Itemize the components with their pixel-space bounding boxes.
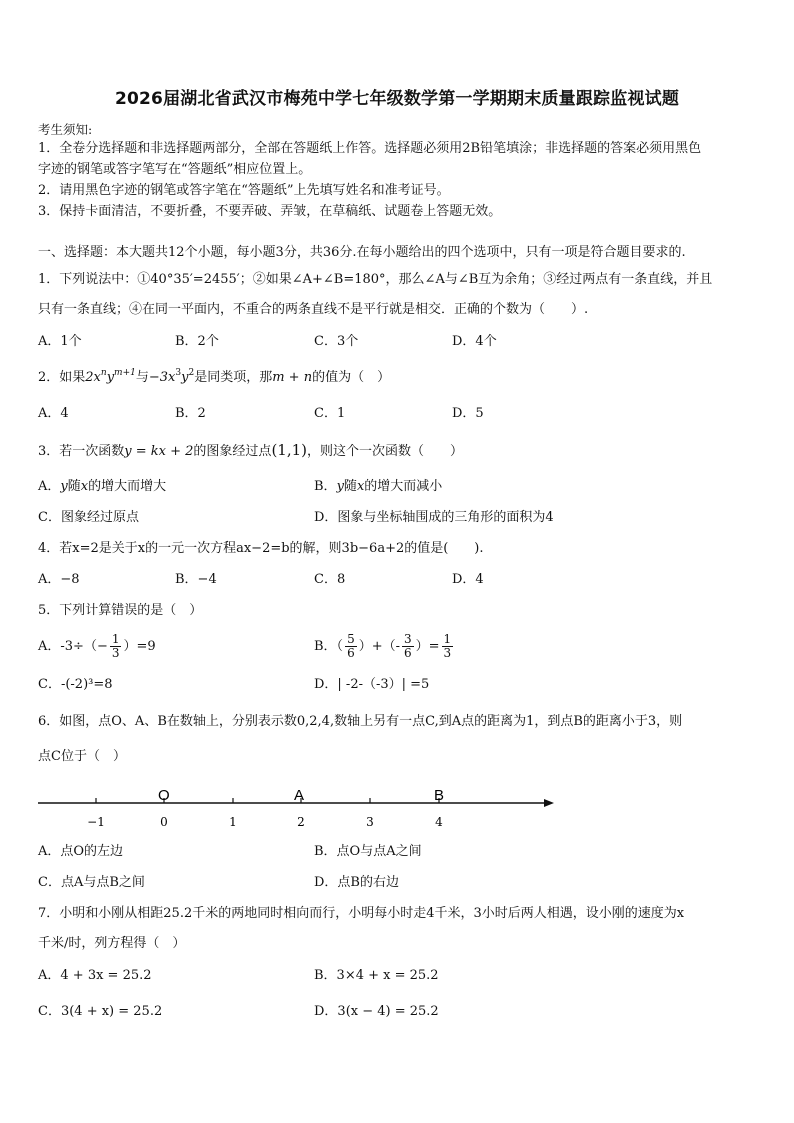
- question-6-line-2: 点C位于（ ）: [38, 749, 126, 764]
- tick-label: 4: [435, 815, 443, 829]
- q3-option-a-mid: 随: [67, 479, 81, 494]
- q3-mid: 的图象经过点: [193, 444, 272, 459]
- q5-option-a: [38, 630, 156, 664]
- number-line-figure: [36, 782, 556, 834]
- q5-option-a-fraction: [110, 633, 122, 660]
- q2-option-d: D．5: [452, 406, 484, 421]
- q2-term2-y-exp: 2: [188, 368, 195, 378]
- q1-option-a: A．1个: [38, 334, 82, 349]
- question-5: 5．下列计算错误的是（ ）: [38, 603, 203, 618]
- q5-option-b-den-3: 3: [443, 646, 452, 660]
- q6-option-c: C．点A与点B之间: [38, 875, 145, 890]
- tick-label: 2: [297, 815, 305, 829]
- q3-option-b: [314, 478, 442, 496]
- q2-option-c: C．1: [314, 406, 346, 421]
- q5-option-d: D．| -2-（-3）| =5: [314, 677, 430, 692]
- q1-option-d: D．4个: [452, 334, 497, 349]
- q2-option-a: A．4: [38, 406, 69, 421]
- q7-option-a: A．4 + 3x = 25.2: [38, 968, 152, 983]
- q5-option-b-num-1: 5: [347, 632, 355, 646]
- q5-option-b-mid: ）+（-: [358, 639, 400, 654]
- q2-term1: 2x: [85, 370, 101, 385]
- q4-option-d: D．4: [452, 572, 484, 587]
- q2-suffix1: 是同类项，那: [194, 370, 273, 385]
- q2-suffix2: 的值为（ ）: [312, 370, 391, 385]
- question-4: 4．若x=2是关于x的一元一次方程ax−2=b的解，则3b−6a+2的值是( ).: [38, 541, 484, 556]
- q3-option-a-x: x: [80, 479, 89, 494]
- notice-item-2: 2．请用黑色字迹的钢笔或答字笔在“答题纸”上先填写姓名和准考证号。: [38, 183, 450, 198]
- q5-option-b: [314, 630, 455, 664]
- point-a-label: A: [294, 787, 305, 804]
- number-line-arrow: [544, 799, 554, 807]
- question-1-line-1: 1．下列说法中：①40°35′=2455′；②如果∠A+∠B=180°，那么∠A与∠B互为余角；③经过两点有一条直线，并且: [38, 272, 713, 287]
- q6-option-a: A．点O的左边: [38, 844, 124, 859]
- q4-option-a: A．−8: [38, 572, 80, 587]
- q3-option-a-label: A．: [38, 479, 61, 494]
- q3-option-d: D．图象与坐标轴围成的三角形的面积为4: [314, 510, 554, 525]
- q5-option-b-mid-2: ）=: [415, 639, 440, 654]
- q2-mid: 与: [135, 370, 149, 385]
- q7-option-c: C．3(4 + x) = 25.2: [38, 1004, 163, 1019]
- q2-term1-y: y: [106, 370, 115, 385]
- q5-option-b-pre: B．（: [314, 639, 344, 654]
- notice-item-1: 1．全卷分选择题和非选择题两部分，全部在答题纸上作答。选择题必须用2B铅笔填涂；非选择题的答案必须用黑色: [38, 141, 702, 156]
- notice-heading: 考生须知:: [38, 122, 93, 137]
- q2-term1-exp: n: [100, 368, 107, 378]
- tick-label: 3: [366, 815, 374, 829]
- q5-option-b-fraction-2: [402, 633, 414, 660]
- q2-prefix: 2．如果: [38, 370, 86, 385]
- tick-label: 0: [160, 815, 168, 829]
- question-2: [38, 369, 390, 387]
- q2-term2-exp: 3: [175, 368, 182, 378]
- q5-option-b-num-3: 1: [443, 632, 452, 646]
- tick-label: 1: [229, 815, 237, 829]
- question-3: [38, 441, 463, 461]
- point-o-label: O: [158, 787, 170, 804]
- question-1-line-2: 只有一条直线；④在同一平面内，不重合的两条直线不是平行就是相交．正确的个数为（ ）.: [38, 302, 589, 317]
- q3-expr: y = kx + 2: [124, 444, 194, 459]
- q5-option-c: C．-(-2)³=8: [38, 677, 113, 692]
- tick-label: −1: [87, 815, 105, 829]
- q3-option-b-y: y: [336, 479, 344, 494]
- q6-option-b: B．点O与点A之间: [314, 844, 422, 859]
- q3-option-a-y: y: [60, 479, 68, 494]
- page-title: 2026届湖北省武汉市梅苑中学七年级数学第一学期期末质量跟踪监视试题: [114, 89, 680, 109]
- q5-option-b-num-2: 3: [404, 632, 412, 646]
- q5-option-b-fraction-3: [442, 633, 454, 660]
- q1-option-c: C．3个: [314, 334, 359, 349]
- q5-option-b-den-1: 6: [347, 646, 355, 660]
- point-b-label: B: [434, 787, 445, 804]
- q3-option-b-mid: 随: [343, 479, 357, 494]
- q7-option-b: B．3×4 + x = 25.2: [314, 968, 439, 983]
- q3-option-a-post: 的增大而增大: [88, 479, 167, 494]
- question-6-line-1: 6．如图，点O、A、B在数轴上，分别表示数0,2,4,数轴上另有一点C,到A点的距离为1，到点B的距离小于3，则: [38, 714, 683, 729]
- q3-option-b-x: x: [356, 479, 365, 494]
- q3-option-a: [38, 478, 166, 496]
- q2-term2: −3x: [148, 370, 176, 385]
- q1-option-b: B．2个: [175, 334, 219, 349]
- q5-option-b-fraction-1: [345, 633, 357, 660]
- q2-expr: m + n: [272, 370, 313, 385]
- q3-prefix: 3．若一次函数: [38, 444, 125, 459]
- q2-term1-y-exp: m+1: [114, 368, 136, 378]
- q4-option-c: C．8: [314, 572, 346, 587]
- q5-option-a-pre: A．-3÷（−: [38, 639, 108, 654]
- q2-option-b: B．2: [175, 406, 206, 421]
- q4-option-b: B．−4: [175, 572, 217, 587]
- notice-item-1-cont: 字迹的钢笔或答字笔写在“答题纸”相应位置上。: [38, 162, 312, 177]
- q3-option-b-post: 的增大而减小: [364, 479, 443, 494]
- notice-item-3: 3．保持卡面清洁，不要折叠，不要弄破、弄皱，在草稿纸、试题卷上答题无效。: [38, 204, 502, 219]
- q3-option-b-label: B．: [314, 479, 337, 494]
- q5-option-a-post: ）=9: [123, 639, 156, 654]
- q5-option-b-den-2: 6: [404, 646, 412, 660]
- q3-option-c: C．图象经过原点: [38, 510, 139, 525]
- q5-option-a-num: 1: [111, 632, 120, 646]
- q6-option-d: D．点B的右边: [314, 875, 399, 890]
- q3-point: (1,1): [271, 441, 307, 459]
- question-7-line-1: 7．小明和小刚从相距25.2千米的两地同时相向而行，小明每小时走4千米，3小时后两人相遇，设小刚的速度为x: [38, 906, 685, 921]
- q3-suffix: ，则这个一次函数（ ）: [307, 444, 464, 459]
- q5-option-a-den: 3: [111, 646, 120, 660]
- q7-option-d: D．3(x − 4) = 25.2: [314, 1004, 439, 1019]
- question-7-line-2: 千米/时，列方程得（ ）: [38, 936, 186, 951]
- q2-term2-y: y: [181, 370, 189, 385]
- section-heading: 一、选择题：本大题共12个小题，每小题3分，共36分.在每小题给出的四个选项中，只有一项是符合题目要求的.: [38, 245, 686, 260]
